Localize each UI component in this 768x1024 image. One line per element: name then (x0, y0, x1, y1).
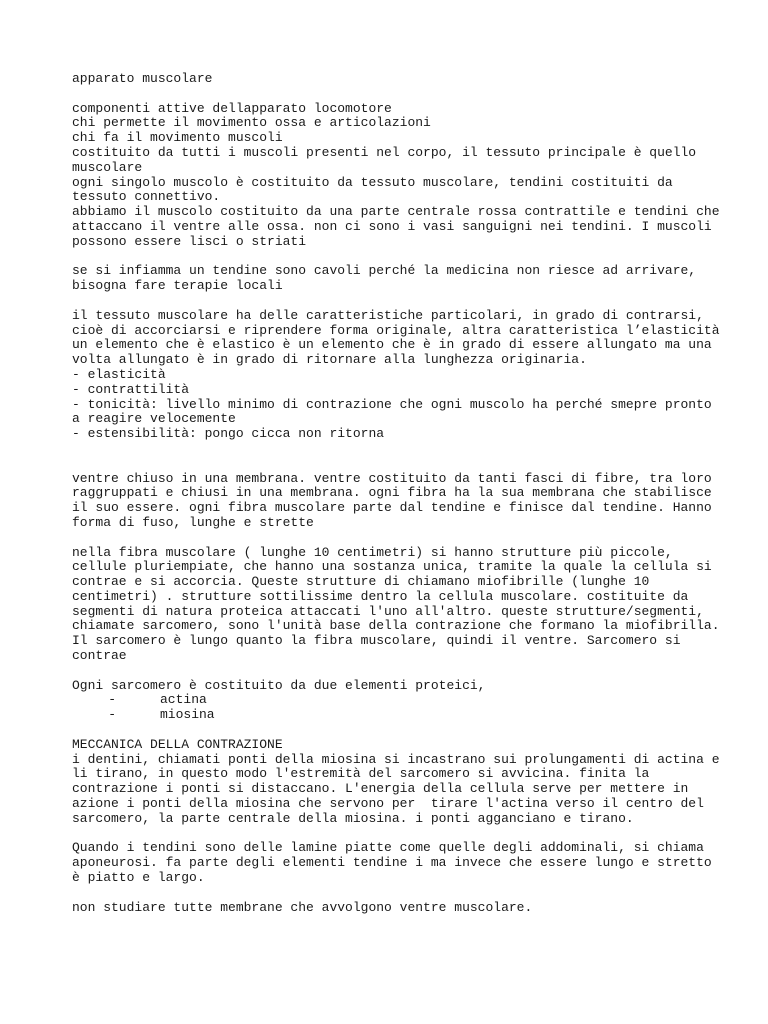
paragraph-tendon-inflammation (72, 264, 712, 294)
text-line: chiamate sarcomero, sono l'unità base della contrazione che formano la miofibrilla. (72, 618, 720, 634)
spacer (72, 664, 712, 679)
paragraph-muscle-belly (72, 472, 712, 531)
text-line: volta allungato è in grado di ritornare alla lunghezza originaria. (72, 352, 587, 368)
text-line: ventre chiuso in una membrana. ventre costituito da tanti fasci di fibre, tra loro (72, 470, 712, 486)
spacer (72, 531, 712, 546)
section-heading-contraction: MECCANICA DELLA CONTRAZIONE (72, 736, 283, 752)
text-line: contrae (72, 648, 127, 664)
text-line: - estensibilità: pongo cicca non ritorna (72, 426, 385, 442)
text-line: nella fibra muscolare ( lunghe 10 centimetri) si hanno strutture più piccole, (72, 544, 673, 560)
text-line: se si infiamma un tendine sono cavoli perché la medicina non riesce ad arrivare, (72, 263, 697, 279)
text-line: il tessuto muscolare ha delle caratteristiche particolari, in grado di contrarsi, (72, 307, 704, 323)
list-item (72, 693, 712, 708)
text-line: chi permette il movimento ossa e articolazioni (72, 115, 431, 131)
text-line: ogni singolo muscolo è costituito da tessuto muscolare, tendini costituiti da (72, 174, 673, 190)
text-line: tessuto connettivo. (72, 189, 221, 205)
text-line: Quando i tendini sono delle lamine piatte come quelle degli addominali, si chiama (72, 840, 704, 856)
list-item-text: miosina (160, 707, 215, 723)
text-line: chi fa il movimento muscoli (72, 130, 283, 146)
text-line: cellule pluriempiate, che hanno una sostanza unica, tramite la quale la cellula si (72, 559, 712, 575)
text-line: il suo essere. ogni fibra muscolare parte dal tendine e finisce dal tendine. Hanno (72, 500, 712, 516)
text-line: forma di fuso, lunghe e strette (72, 514, 314, 530)
text-line: cioè di accorciarsi e riprendere forma originale, altra caratteristica l’elasticità (72, 322, 720, 338)
bullet-dash: - (108, 707, 116, 723)
spacer (72, 250, 712, 265)
text-line: possono essere lisci o striati (72, 233, 307, 249)
paragraph-aponeurosis (72, 841, 712, 885)
text-line: azione i ponti della miosina che servono per tirare l'actina verso il centro del (72, 796, 704, 812)
text-line: contrae e si accorcia. Queste strutture di chiamano miofibrille (lunghe 10 (72, 574, 650, 590)
paragraph-contraction-mechanics (72, 751, 720, 827)
text-line: abbiamo il muscolo costituito da una parte centrale rossa contrattile e tendini che (72, 204, 720, 220)
text-line: muscolare (72, 159, 143, 175)
text-line: segmenti di natura proteica attaccati l'uno all'altro. queste strutture/segmenti, (72, 603, 704, 619)
text-line: componenti attive dellapparato locomotore (72, 100, 392, 116)
list-item-text: actina (160, 692, 207, 708)
spacer (72, 294, 712, 309)
spacer (72, 723, 712, 738)
list-item (72, 708, 712, 723)
paragraph-tissue-properties (72, 307, 720, 442)
text-line: raggruppati e chiusi in una membrana. ogni fibra ha la sua membrana che stabilisce (72, 485, 712, 501)
text-line: - tonicità: livello minimo di contrazione che ogni muscolo ha perché smepre pronto (72, 396, 712, 412)
spacer (72, 827, 712, 842)
text-line: aponeurosi. fa parte degli elementi tendine i ma invece che essere lungo e stretto (72, 855, 712, 871)
text-line: li tirano, in questo modo l'estremità del sarcomero si avvicina. finita la (72, 766, 650, 782)
sarcomere-protein-list (72, 693, 712, 723)
text-line: - elasticità (72, 366, 166, 382)
text-line: contrazione i ponti si distaccano. L'energia della cellula serve per mettere in (72, 781, 689, 797)
text-line: attaccano il ventre alle ossa. non ci sono i vasi sanguigni nei tendini. I muscoli (72, 218, 712, 234)
text-line: sarcomero, la parte centrale della miosina. i ponti agganciano e tirano. (72, 810, 634, 826)
text-line: i dentini, chiamati ponti della miosina si incastrano sui prolungamenti di actina e (72, 751, 720, 767)
text-line: a reagire velocemente (72, 411, 236, 427)
document-body (72, 71, 720, 915)
spacer (72, 886, 712, 901)
spacer (72, 87, 712, 102)
paragraph-study-note (72, 901, 712, 916)
paragraph-components (72, 100, 720, 250)
text-line: un elemento che è elastico è un elemento che è in grado di essere allungato ma una (72, 337, 712, 353)
text-line: non studiare tutte membrane che avvolgono ventre muscolare. (72, 899, 533, 915)
document-title: apparato muscolare (72, 71, 213, 86)
text-line: costituito da tutti i muscoli presenti nel corpo, il tessuto principale è quello (72, 144, 697, 160)
paragraph-muscle-fiber (72, 544, 720, 664)
text-line: Il sarcomero è lungo quanto la fibra muscolare, quindi il ventre. Sarcomero si (72, 633, 681, 649)
text-line: - contrattilità (72, 381, 190, 397)
bullet-dash: - (108, 692, 116, 708)
text-line: è piatto e largo. (72, 870, 205, 886)
spacer (72, 442, 712, 472)
text-line: bisogna fare terapie locali (72, 278, 283, 294)
paragraph-sarcomere-intro: Ogni sarcomero è costituito da due elementi proteici, (72, 677, 486, 693)
text-line: centimetri) . strutture sottilissime dentro la cellula muscolare. costituite da (72, 588, 689, 604)
